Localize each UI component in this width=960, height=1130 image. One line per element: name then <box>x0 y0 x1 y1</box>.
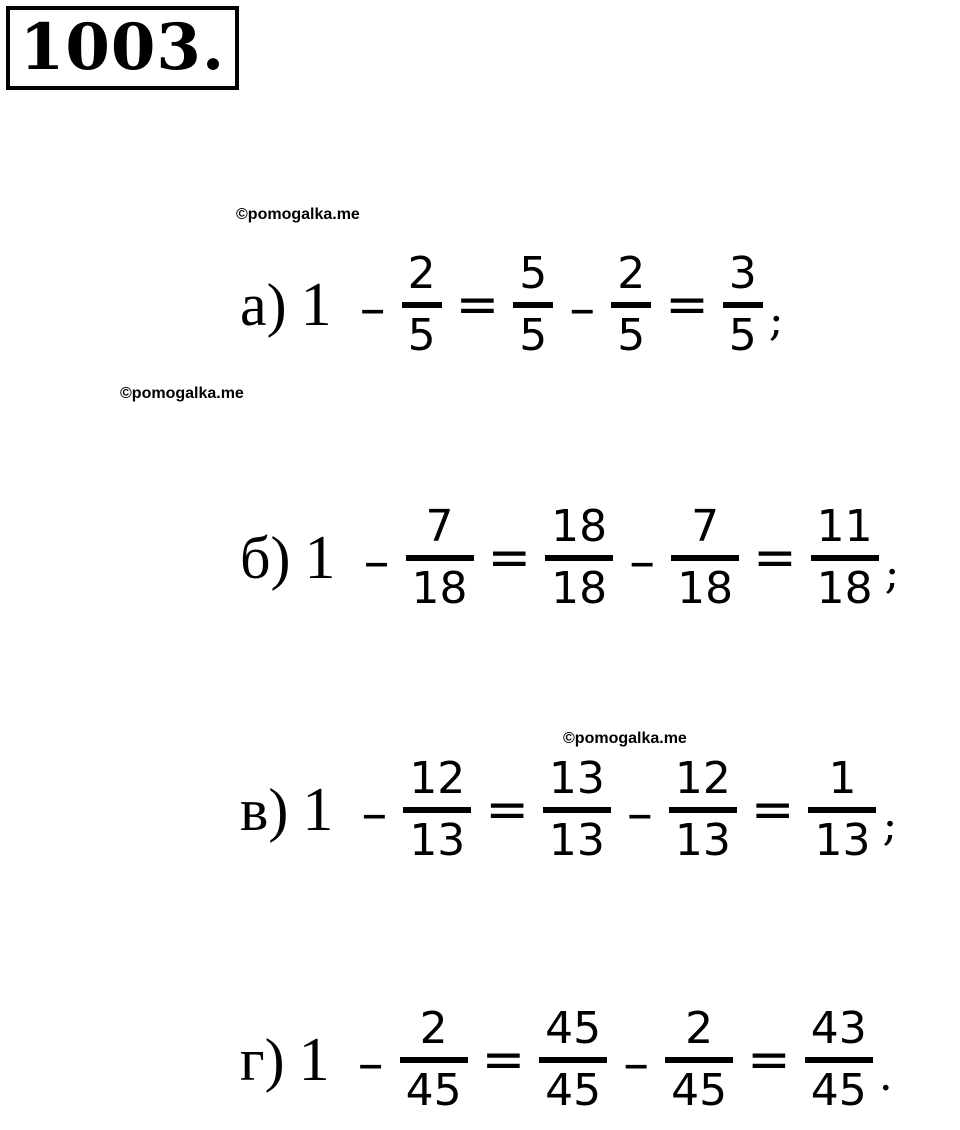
minus-sign: – <box>626 784 653 844</box>
numerator: 11 <box>816 501 873 552</box>
end-punctuation: ; <box>768 295 784 346</box>
fraction-bar <box>400 1057 468 1063</box>
numerator: 7 <box>691 501 720 552</box>
numerator: 12 <box>409 753 466 804</box>
fraction <box>808 754 876 866</box>
numerator: 3 <box>728 248 757 299</box>
fraction <box>665 1004 733 1116</box>
fraction-bar <box>402 302 442 308</box>
fraction-bar <box>811 555 879 561</box>
denominator: 45 <box>671 1065 728 1116</box>
whole-number: 1 <box>300 271 332 339</box>
fraction-bar <box>665 1057 733 1063</box>
equation-label: а) <box>240 272 287 338</box>
fraction-bar <box>808 807 876 813</box>
fraction <box>805 1004 873 1116</box>
fraction-bar <box>723 302 763 308</box>
fraction-bar <box>543 807 611 813</box>
problem-number: 1003. <box>6 6 239 90</box>
fraction <box>402 249 442 361</box>
denominator: 45 <box>810 1065 867 1116</box>
denominator: 45 <box>405 1065 462 1116</box>
numerator: 45 <box>545 1003 602 1054</box>
numerator: 7 <box>425 501 454 552</box>
equals-sign: = <box>747 1030 791 1090</box>
whole-number: 1 <box>302 776 334 844</box>
watermark: ©pomogalka.me <box>120 385 244 402</box>
watermark: ©pomogalka.me <box>236 206 360 223</box>
equals-sign: = <box>750 780 795 840</box>
fraction <box>539 1004 607 1116</box>
denominator: 18 <box>677 563 734 614</box>
denominator: 13 <box>409 815 466 866</box>
denominator: 5 <box>728 310 757 361</box>
minus-sign: – <box>363 532 390 592</box>
minus-sign: – <box>623 1034 650 1094</box>
fraction-bar <box>545 555 613 561</box>
numerator: 12 <box>674 753 731 804</box>
numerator: 13 <box>548 753 605 804</box>
denominator: 5 <box>407 310 436 361</box>
fraction-bar <box>406 555 474 561</box>
fraction <box>723 249 763 361</box>
fraction-bar <box>611 302 651 308</box>
minus-sign: – <box>357 1034 384 1094</box>
end-punctuation: . <box>878 1050 893 1101</box>
minus-sign: – <box>359 279 386 339</box>
fraction <box>811 502 879 614</box>
numerator: 5 <box>519 248 548 299</box>
whole-number: 1 <box>304 524 336 592</box>
equals-sign: = <box>481 1030 526 1090</box>
denominator: 13 <box>674 815 731 866</box>
equals-sign: = <box>487 528 532 588</box>
denominator: 5 <box>519 310 548 361</box>
fraction-bar <box>669 807 737 813</box>
watermark: ©pomogalka.me <box>563 730 687 747</box>
equals-sign: = <box>753 528 797 588</box>
fraction <box>671 502 739 614</box>
denominator: 5 <box>617 310 646 361</box>
equation-label: г) <box>240 1027 285 1093</box>
numerator: 2 <box>617 248 646 299</box>
fraction-bar <box>539 1057 607 1063</box>
numerator: 2 <box>407 248 436 299</box>
numerator: 2 <box>685 1003 714 1054</box>
fraction-bar <box>671 555 739 561</box>
denominator: 18 <box>551 563 608 614</box>
denominator: 45 <box>545 1065 602 1116</box>
denominator: 13 <box>548 815 605 866</box>
equals-sign: = <box>485 780 529 840</box>
numerator: 2 <box>419 1003 448 1054</box>
fraction <box>545 502 613 614</box>
fraction-bar <box>403 807 471 813</box>
fraction <box>406 502 474 614</box>
minus-sign: – <box>361 784 388 844</box>
numerator: 18 <box>551 501 608 552</box>
equals-sign: = <box>665 275 709 335</box>
equation-label: в) <box>240 777 289 843</box>
fraction <box>513 249 553 361</box>
fraction <box>403 754 471 866</box>
fraction <box>400 1004 468 1116</box>
denominator: 18 <box>816 563 873 614</box>
fraction-bar <box>805 1057 873 1063</box>
denominator: 13 <box>814 815 871 866</box>
minus-sign: – <box>629 532 656 592</box>
equation-label: б) <box>240 525 291 591</box>
fraction-bar <box>513 302 553 308</box>
end-punctuation: ; <box>884 548 900 599</box>
numerator: 43 <box>810 1003 867 1054</box>
fraction <box>543 754 611 866</box>
end-punctuation: ; <box>882 800 898 851</box>
minus-sign: – <box>569 279 596 339</box>
denominator: 18 <box>411 563 468 614</box>
fraction <box>669 754 737 866</box>
fraction <box>611 249 651 361</box>
whole-number: 1 <box>298 1026 330 1094</box>
numerator: 1 <box>828 753 857 804</box>
equals-sign: = <box>455 275 500 335</box>
